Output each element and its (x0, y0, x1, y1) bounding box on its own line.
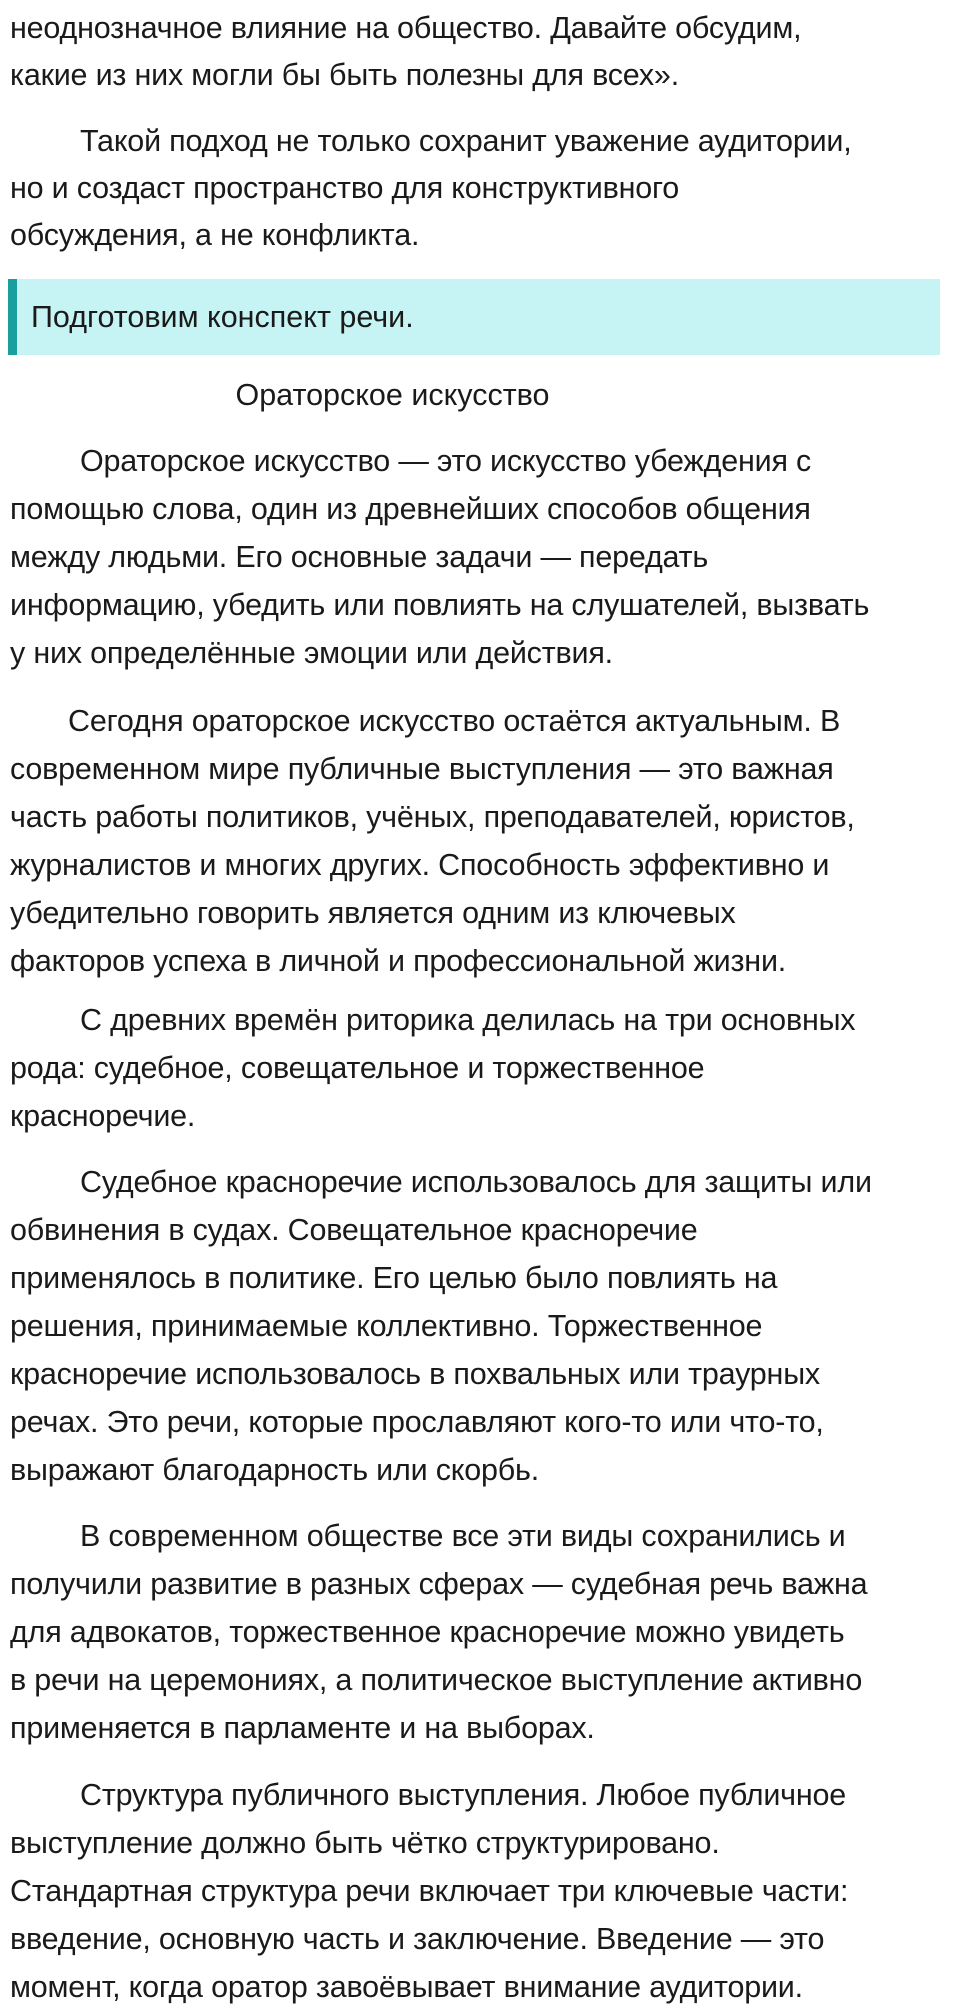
text-line: применялось в политике. Его целью было повлиять на (10, 1261, 778, 1295)
text-line: какие из них могли бы быть полезны для всех». (10, 58, 679, 92)
text-line: применяется в парламенте и на выборах. (10, 1711, 595, 1745)
text-line: Стандартная структура речи включает три ключевые части: (10, 1874, 849, 1908)
callout-text: Подготовим конспект речи. (31, 300, 414, 334)
section-heading: Ораторское искусство (235, 378, 550, 412)
text-line: современном мире публичные выступления — это важная (10, 752, 834, 786)
text-line: для адвокатов, торжественное красноречие можно увидеть (10, 1615, 845, 1649)
text-line: выступление должно быть чётко структурировано. (10, 1826, 720, 1860)
text-line: но и создаст пространство для конструктивного (10, 171, 679, 205)
text-line: С древних времён риторика делилась на три основных (80, 1003, 856, 1037)
text-line: Судебное красноречие использовалось для защиты или (80, 1165, 872, 1199)
text-line: Структура публичного выступления. Любое публичное (80, 1778, 847, 1812)
text-line: красноречие. (10, 1099, 196, 1133)
text-line: решения, принимаемые коллективно. Торжественное (10, 1309, 763, 1343)
text-line: Такой подход не только сохранит уважение аудитории, (80, 124, 852, 158)
text-line: В современном обществе все эти виды сохранились и (80, 1519, 846, 1553)
text-line: Сегодня ораторское искусство остаётся актуальным. В (68, 704, 841, 738)
text-line: у них определённые эмоции или действия. (10, 636, 613, 670)
text-line: Ораторское искусство — это искусство убеждения с (80, 444, 812, 478)
text-line: в речи на церемониях, а политическое выступление активно (10, 1663, 863, 1697)
text-line: красноречие использовалось в похвальных или траурных (10, 1357, 820, 1391)
text-line: факторов успеха в личной и профессиональной жизни. (10, 944, 787, 978)
text-line: убедительно говорить является одним из ключевых (10, 896, 736, 930)
text-line: неоднозначное влияние на общество. Давайте обсудим, (10, 11, 802, 45)
text-line: помощью слова, один из древнейших способов общения (10, 492, 811, 526)
text-line: выражают благодарность или скорбь. (10, 1453, 540, 1487)
text-line: часть работы политиков, учёных, преподавателей, юристов, (10, 800, 855, 834)
text-line: получили развитие в разных сферах — судебная речь важна (10, 1567, 868, 1601)
text-line: между людьми. Его основные задачи — передать (10, 540, 709, 574)
text-line: введение, основную часть и заключение. Введение — это (10, 1922, 825, 1956)
text-line: информацию, убедить или повлиять на слушателей, вызвать (10, 588, 870, 622)
text-line: речах. Это речи, которые прославляют кого-то или что-то, (10, 1405, 824, 1439)
text-line: журналистов и многих других. Способность эффективно и (10, 848, 830, 882)
callout-box (8, 279, 940, 355)
text-line: рода: судебное, совещательное и торжественное (10, 1051, 705, 1085)
text-line: момент, когда оратор завоёвывает внимание аудитории. (10, 1970, 803, 2004)
text-line: обсуждения, а не конфликта. (10, 218, 420, 252)
text-line: обвинения в судах. Совещательное красноречие (10, 1213, 698, 1247)
